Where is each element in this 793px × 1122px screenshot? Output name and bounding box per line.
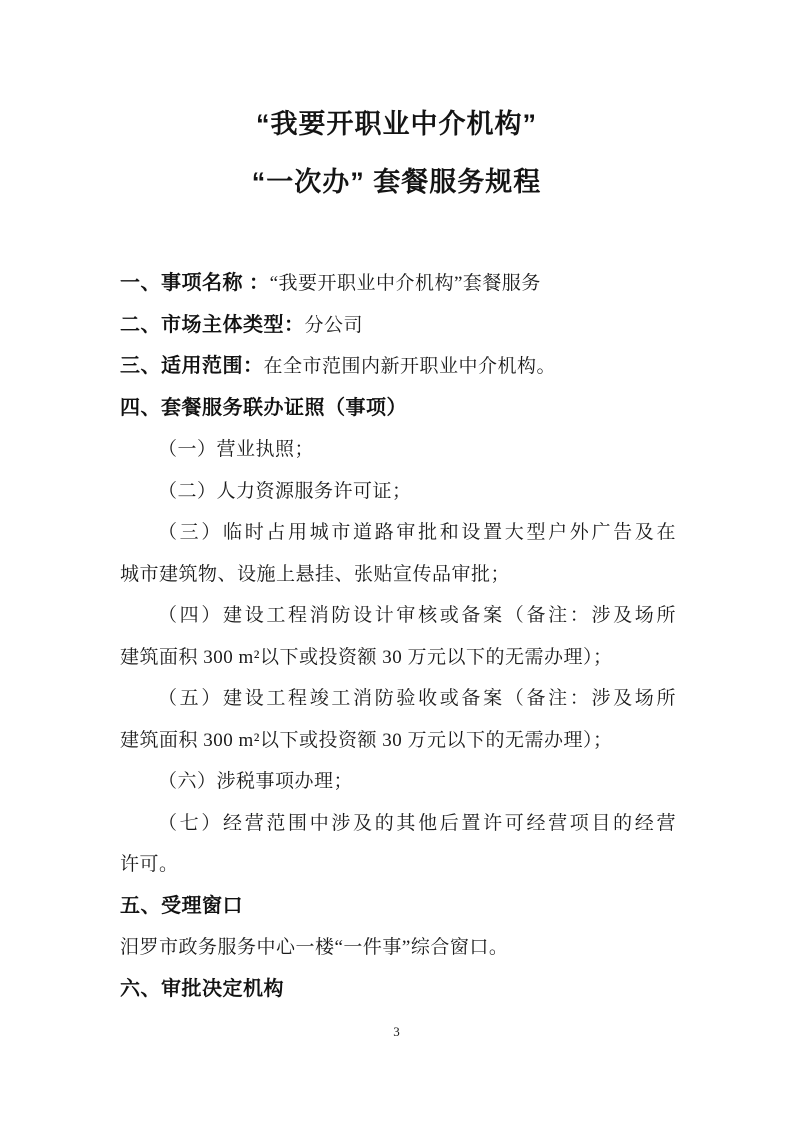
document-title-line-1: “我要开职业中介机构”	[256, 109, 537, 139]
subitem-3-line-1: （三）临时占用城市道路审批和设置大型户外广告及在	[158, 522, 676, 543]
item-one-label: 一、事项名称 ：	[120, 272, 270, 294]
subitem-5-line-2: 建筑面积 300 m²以下或投资额 30 万元以下的无需办理）；	[120, 729, 613, 751]
item-one-text: “我要开职业中介机构”套餐服务	[269, 273, 541, 294]
subitem-4-line-1: （四）建设工程消防设计审核或备案（备注：涉及场所	[158, 605, 676, 626]
heading-item-two	[120, 305, 676, 347]
item-five-label: 五、受理窗口	[120, 894, 243, 917]
subitem-7-line-2: 许可。	[120, 854, 179, 875]
heading-item-three	[120, 346, 676, 388]
subitem-7-line-1: （七）经营范围中涉及的其他后置许可经营项目的经营	[158, 812, 676, 834]
item-six-label: 六、审批决定机构	[120, 977, 284, 1000]
subitem-6: （六）涉税事项办理；	[158, 771, 354, 792]
document-title-line-2: “一次办” 套餐服务规程	[251, 167, 542, 197]
item-three-text: 在全市范围内新开职业中介机构。	[263, 356, 557, 377]
item-three-label: 三、适用范围：	[120, 355, 264, 377]
heading-item-six	[120, 969, 676, 1011]
subitem-5-line-1: （五）建设工程竣工消防验收或备案（备注：涉及场所	[158, 688, 676, 709]
document-title	[0, 107, 793, 199]
page-number: 3	[393, 1024, 400, 1039]
subitem-1: （一）营业执照；	[158, 439, 315, 460]
subitem-2: （二）人力资源服务许可证；	[158, 480, 412, 502]
item-five-body: 汨罗市政务服务中心一楼“一件事”综合窗口。	[120, 937, 509, 958]
heading-item-four	[120, 388, 676, 430]
subitem-3-line-2: 城市建筑物、设施上悬挂、张贴宣传品审批；	[120, 563, 511, 585]
item-four-label: 四、套餐服务联办证照（事项）	[120, 396, 407, 419]
item-two-text: 分公司	[304, 314, 364, 336]
heading-item-one	[120, 263, 676, 305]
document-body	[120, 263, 676, 1010]
subitem-4-line-2: 建筑面积 300 m²以下或投资额 30 万元以下的无需办理）；	[120, 646, 613, 668]
item-two-label: 二、市场主体类型：	[120, 313, 305, 336]
heading-item-five	[120, 886, 676, 928]
